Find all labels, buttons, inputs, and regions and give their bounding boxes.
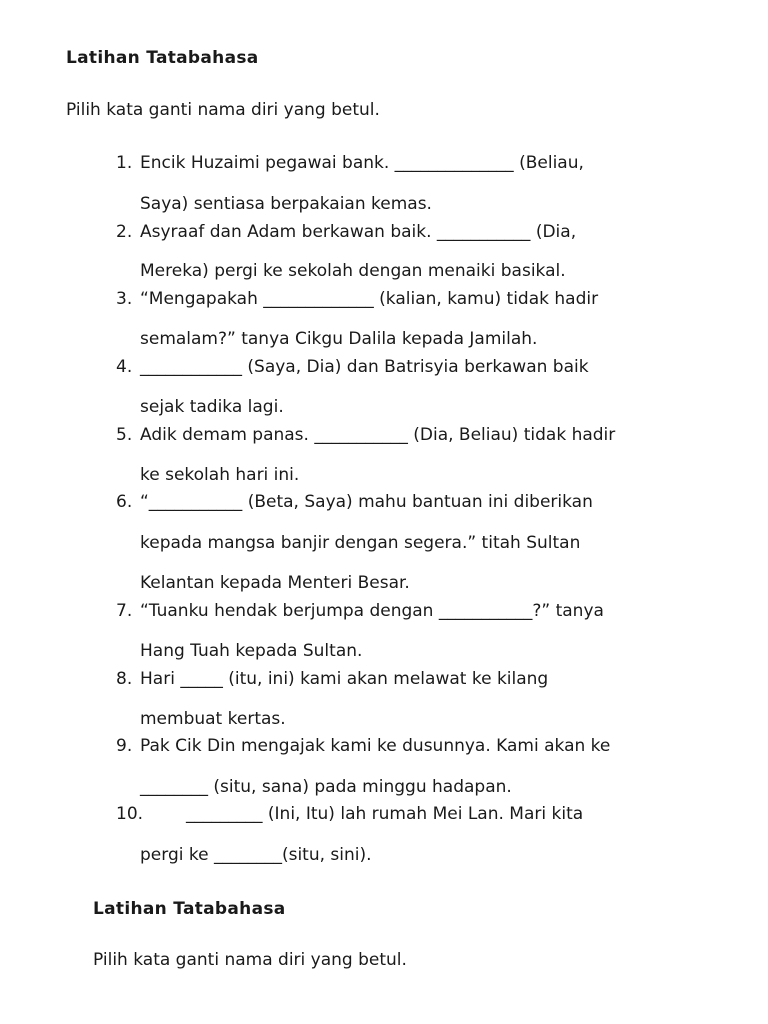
question-line: Adik demam panas. ___________ (Dia, Beliau) tidak hadir [140,425,616,445]
instruction-text-repeat: Pilih kata ganti nama diri yang betul. [93,950,407,970]
instruction-text: Pilih kata ganti nama diri yang betul. [66,100,380,120]
question-line: “Tuanku hendak berjumpa dengan ___________?” tanya [140,601,604,621]
question-line: sejak tadika lagi. [140,397,284,417]
question-line: “Mengapakah _____________ (kalian, kamu) tidak hadir [140,289,599,309]
question-line: membuat kertas. [140,709,286,729]
question-line: Hari _____ (itu, ini) kami akan melawat ke kilang [140,669,549,689]
question-number: 1. [116,153,133,173]
question-line: “___________ (Beta, Saya) mahu bantuan ini diberikan [140,492,593,512]
question-number: 5. [116,425,133,445]
question-line: Pak Cik Din mengajak kami ke dusunnya. Kami akan ke [140,736,611,756]
section-title-repeat: Latihan Tatabahasa [93,899,286,919]
question-line: semalam?” tanya Cikgu Dalila kepada Jamilah. [140,329,538,349]
question-line: ____________ (Saya, Dia) dan Batrisyia berkawan baik [140,357,589,377]
question-number: 3. [116,289,133,309]
question-number: 8. [116,669,133,689]
question-number: 9. [116,736,133,756]
question-line: ke sekolah hari ini. [140,465,300,485]
question-line: _________ (Ini, Itu) lah rumah Mei Lan. Mari kita [186,804,584,824]
question-line: Mereka) pergi ke sekolah dengan menaiki basikal. [140,261,566,281]
question-line: Saya) sentiasa berpakaian kemas. [140,194,432,214]
question-number: 7. [116,601,133,621]
question-line: pergi ke ________(situ, sini). [140,845,372,865]
question-line: Encik Huzaimi pegawai bank. ______________ (Beliau, [140,153,584,173]
question-number: 2. [116,222,133,242]
question-line: Kelantan kepada Menteri Besar. [140,573,410,593]
question-line: Hang Tuah kepada Sultan. [140,641,363,661]
question-number: 10. [116,804,144,824]
page-title: Latihan Tatabahasa [66,48,259,68]
question-line: ________ (situ, sana) pada minggu hadapan. [140,777,512,797]
question-number: 4. [116,357,133,377]
question-number: 6. [116,492,133,512]
question-line: kepada mangsa banjir dengan segera.” titah Sultan [140,533,581,553]
question-line: Asyraaf dan Adam berkawan baik. ___________ (Dia, [140,222,577,242]
